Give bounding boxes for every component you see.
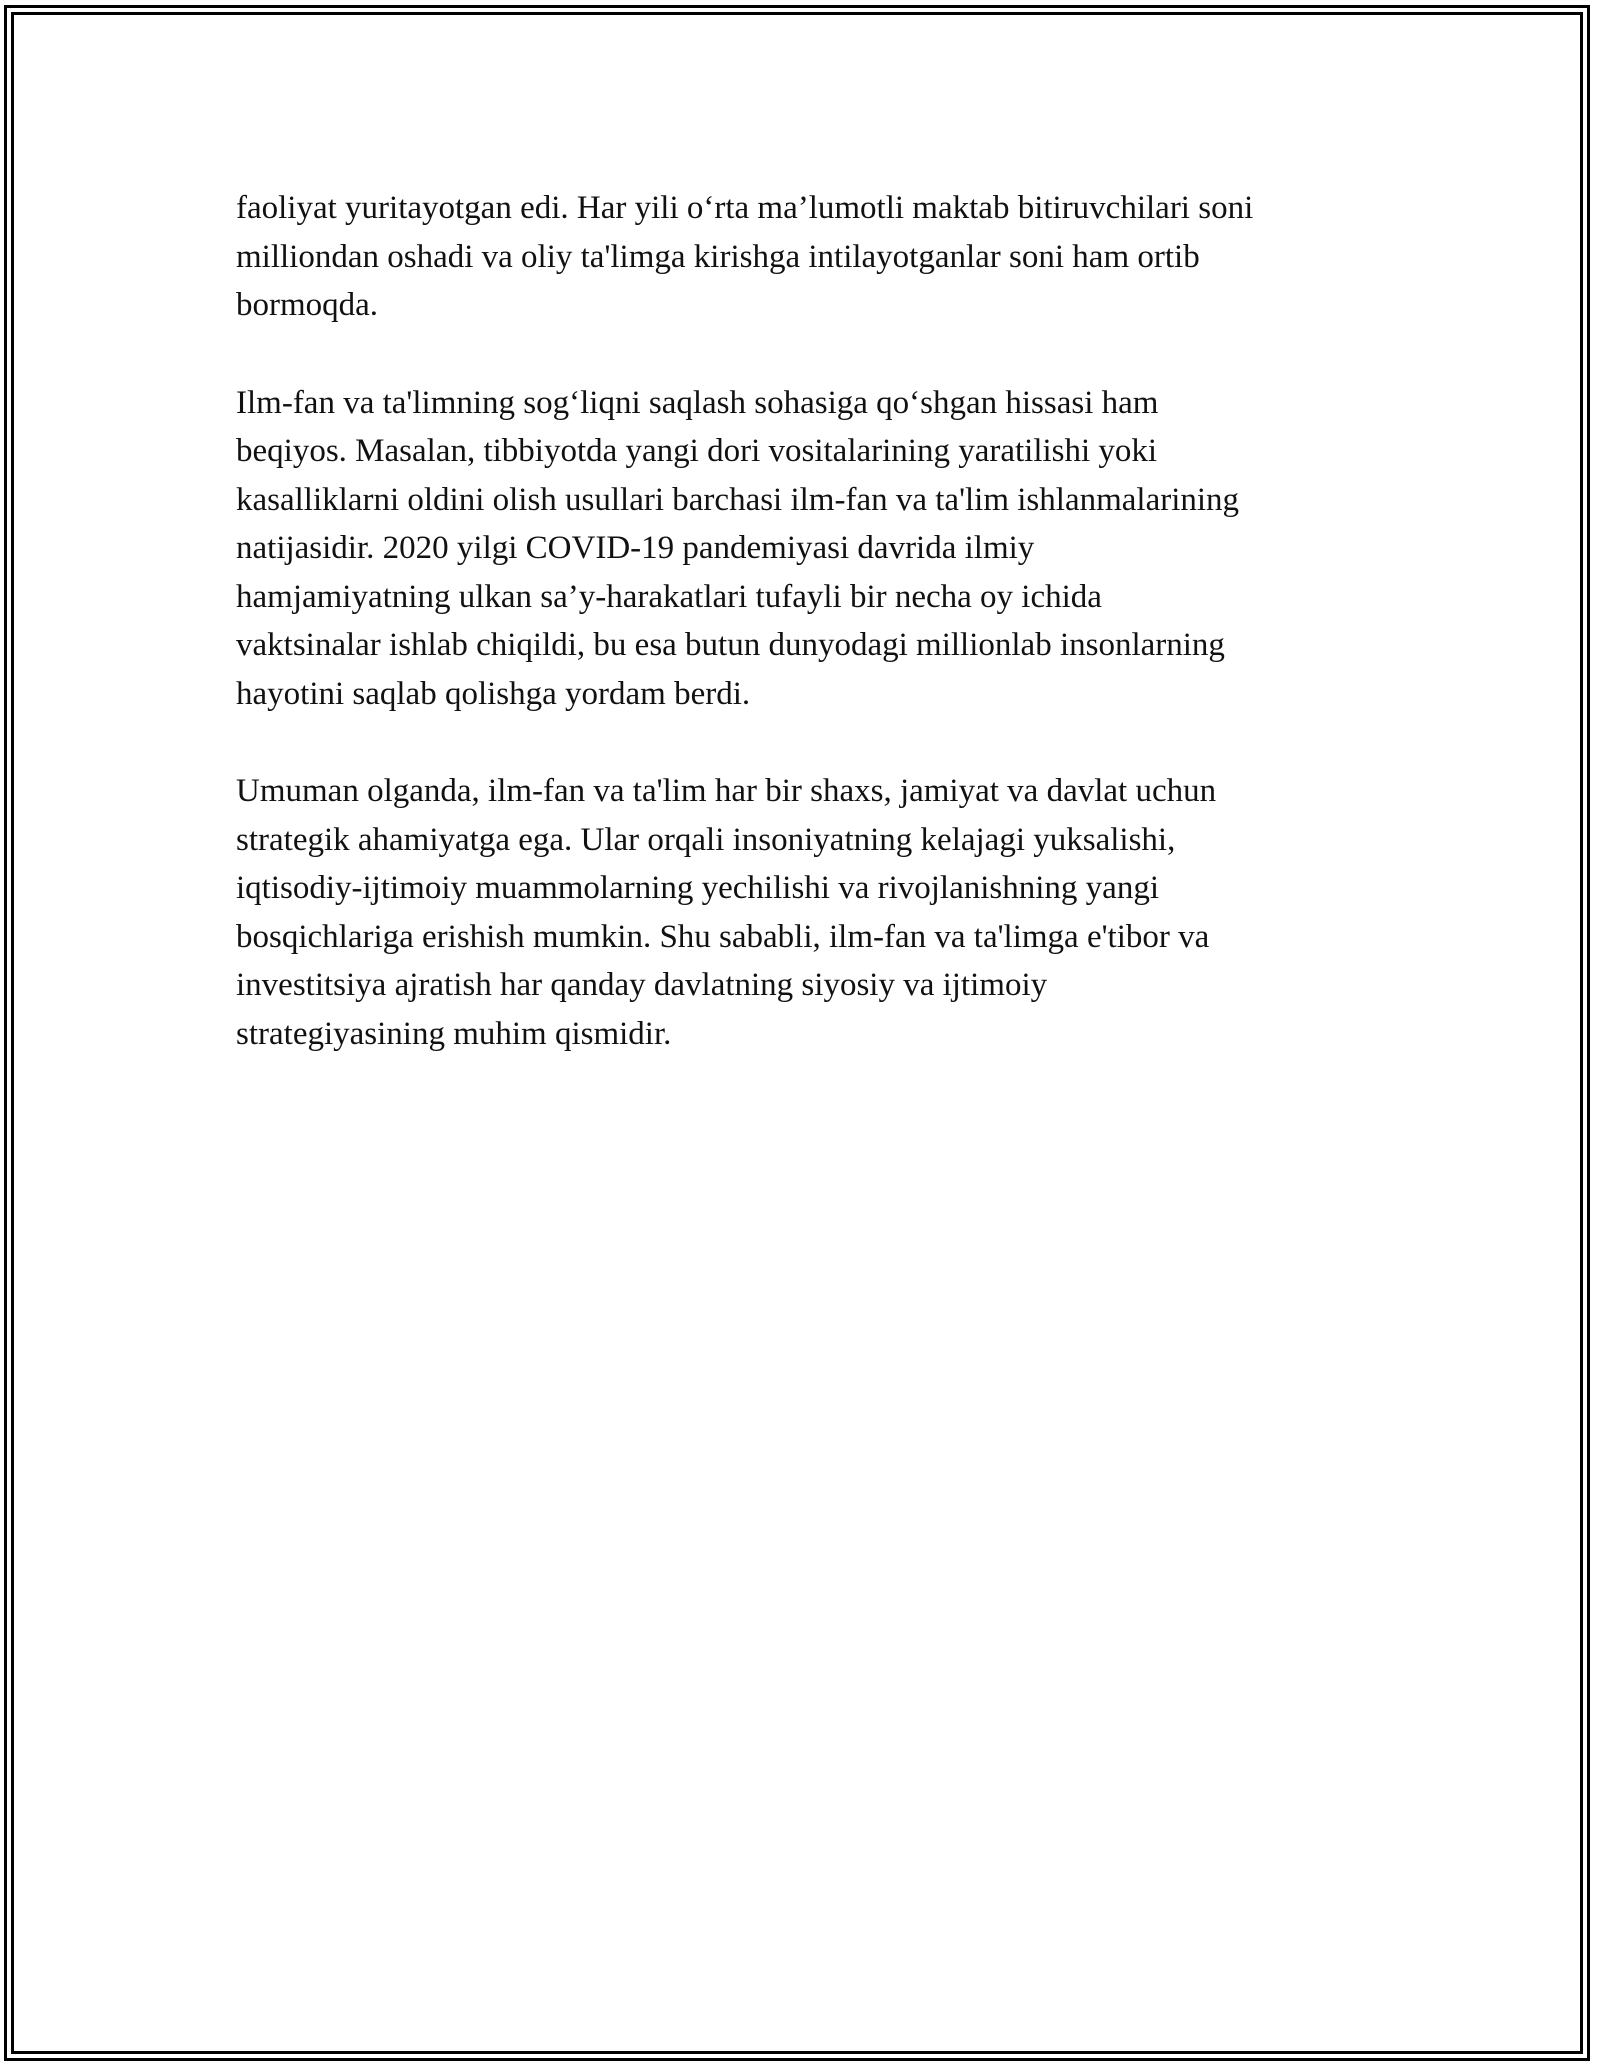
text-line: Umuman olganda, ilm-fan va ta'lim har bir shaxs, jamiyat va davlat uchun — [236, 773, 1217, 809]
text-line: kasalliklarni oldini olish usullari barchasi ilm-fan va ta'lim ishlanmalarining — [236, 481, 1240, 518]
text-line: bosqichlariga erishish mumkin. Shu sababli, ilm-fan va ta'limga e'tibor va — [236, 918, 1210, 955]
paragraph-3 — [236, 767, 1376, 1058]
paragraph-1 — [236, 184, 1376, 330]
text-line: natijasidir. 2020 yilgi COVID-19 pandemiyasi davrida ilmiy — [236, 530, 1035, 566]
text-line: bormoqda. — [236, 287, 379, 323]
text-line: faoliyat yuritayotgan edi. Har yili o‘rta ma’lumotli maktab bitiruvchilari soni — [236, 190, 1254, 226]
paragraph-2 — [236, 379, 1376, 719]
text-line: beqiyos. Masalan, tibbiyotda yangi dori vositalarining yaratilishi yoki — [236, 433, 1158, 469]
text-line: investitsiya ajratish har qanday davlatning siyosiy va ijtimoiy — [236, 967, 1048, 1003]
text-line: vaktsinalar ishlab chiqildi, bu esa butun dunyodagi millionlab insonlarning — [236, 627, 1225, 663]
text-line: hamjamiyatning ulkan sa’y-harakatlari tufayli bir necha oy ichida — [236, 578, 1102, 615]
text-line: iqtisodiy-ijtimoiy muammolarning yechilishi va rivojlanishning yangi — [236, 870, 1159, 906]
text-line: milliondan oshadi va oliy ta'limga kirishga intilayotganlar soni ham ortib — [236, 238, 1200, 275]
text-line: Ilm-fan va ta'limning sog‘liqni saqlash sohasiga qo‘shgan hissasi ham — [236, 384, 1159, 421]
document-body — [236, 184, 1376, 1107]
text-line: strategiyasining muhim qismidir. — [236, 1015, 672, 1052]
text-line: strategik ahamiyatga ega. Ular orqali insoniyatning kelajagi yuksalishi, — [236, 821, 1176, 858]
text-line: hayotini saqlab qolishga yordam berdi. — [236, 675, 751, 712]
